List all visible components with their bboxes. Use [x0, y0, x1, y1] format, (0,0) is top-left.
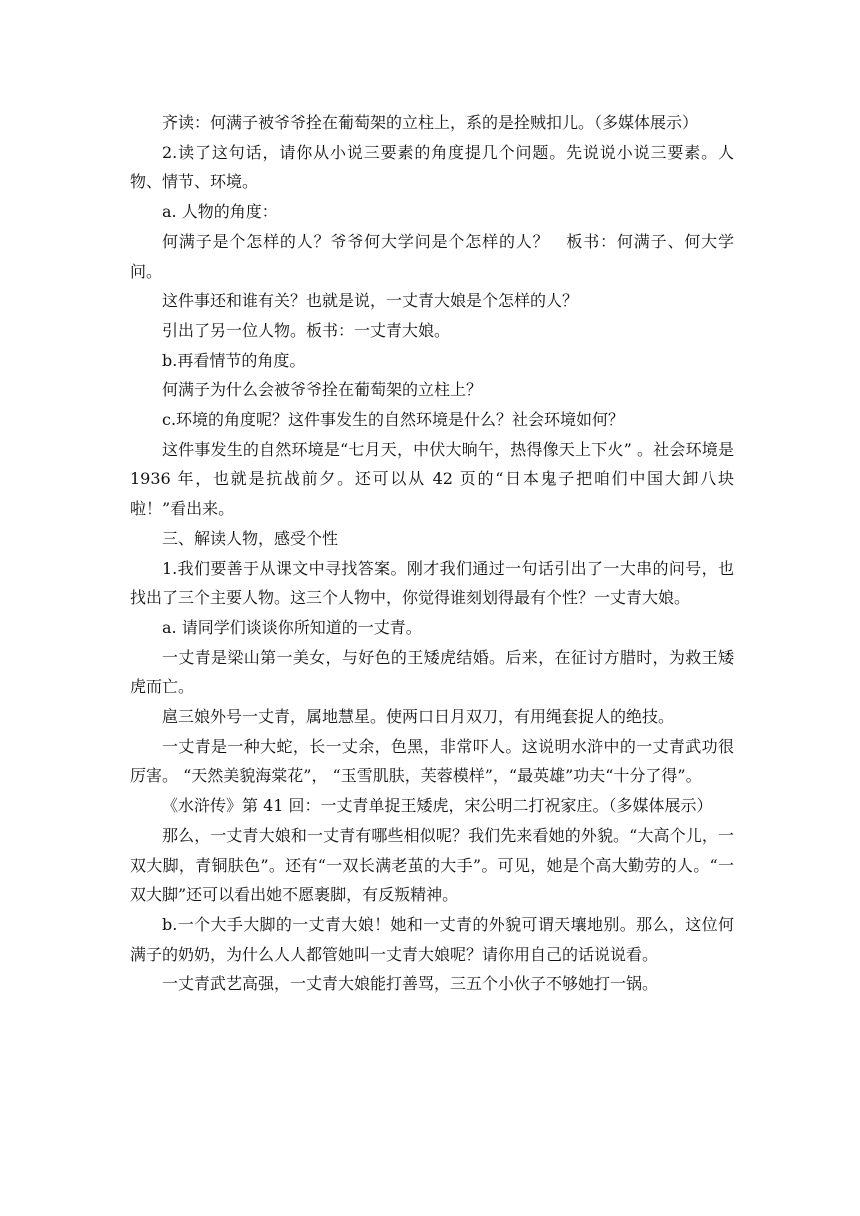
section-heading: 三、解读人物，感受个性 — [162, 528, 339, 548]
paragraph-19: b.一个大手大脚的一丈青大娘！她和一丈青的外貌可谓天壤地别。那么，这位何满子的奶奶，为什么人人都管她叫一丈青大娘呢？请你用自己的话说说看。 — [130, 914, 734, 964]
paragraph-9: c.环境的角度呢？这件事发生的自然环境是什么？社会环境如何？ — [162, 410, 625, 430]
paragraph-2: 2.读了这句话，请你从小说三要素的角度提几个问题。先说说小说三要素。人物、情节、环境。 — [130, 142, 734, 192]
paragraph-10: 这件事发生的自然环境是“七月天，中伏大晌午，热得像天上下火” 。社会环境是 1936 年，也就是抗战前夕。还可以从 42 页的“日本鬼子把咱们中国大卸八块啦！”看出来。 — [130, 439, 734, 519]
paragraph-1: 齐读：何满子被爷爷拴在葡萄架的立柱上，系的是拴贼扣儿。（多媒体展示） — [162, 113, 699, 132]
paragraph-16: 一丈青是一种大蛇，长一丈余，色黑，非常吓人。这说明水浒中的一丈青武功很厉害。 “天然美貌海棠花”， “玉雪肌肤，芙蓉模样”，“最英雄”功夫“十分了得”。 — [130, 736, 734, 786]
paragraph-20: 一丈青武艺高强，一丈青大娘能打善骂，三五个小伙子不够她打一锅。 — [162, 974, 659, 994]
paragraph-8: 何满子为什么会被爷爷拴在葡萄架的立柱上？ — [162, 380, 483, 400]
paragraph-15: 扈三娘外号一丈青，属地慧星。使两口日月双刀，有用绳套捉人的绝技。 — [162, 707, 675, 727]
paragraph-6: 引出了另一位人物。板书：一丈青大娘。 — [162, 320, 451, 340]
paragraph-12: 1.我们要善于从课文中寻找答案。刚才我们通过一句话引出了一大串的问号，也找出了三个主要人物。这三个人物中，你觉得谁刻划得最有个性？一丈青大娘。 — [130, 558, 734, 608]
paragraph-5: 这件事还和谁有关？也就是说，一丈青大娘是个怎样的人？ — [162, 291, 579, 311]
paragraph-17: 《水浒传》第 41 回：一丈青单捉王矮虎，宋公明二打祝家庄。（多媒体展示） — [162, 796, 713, 816]
paragraph-4: 何满子是个怎样的人？爷爷何大学问是个怎样的人？ 板书：何满子、何大学问。 — [130, 231, 734, 281]
paragraph-13: a. 请同学们谈谈你所知道的一丈青。 — [162, 617, 422, 637]
paragraph-14: 一丈青是梁山第一美女，与好色的王矮虎结婚。后来，在征讨方腊时，为救王矮虎而亡。 — [130, 647, 734, 697]
paragraph-3: a. 人物的角度： — [162, 202, 278, 222]
document-body — [130, 108, 734, 999]
paragraph-18: 那么，一丈青大娘和一丈青有哪些相似呢？我们先来看她的外貌。“大高个儿，一双大脚，青铜肤色”。还有“一双长满老茧的大手”。可见，她是个高大勤劳的人。“一双大脚”还可以看出她不愿裹脚，有反叛精神。 — [130, 825, 734, 905]
paragraph-7: b.再看情节的角度。 — [162, 350, 306, 370]
